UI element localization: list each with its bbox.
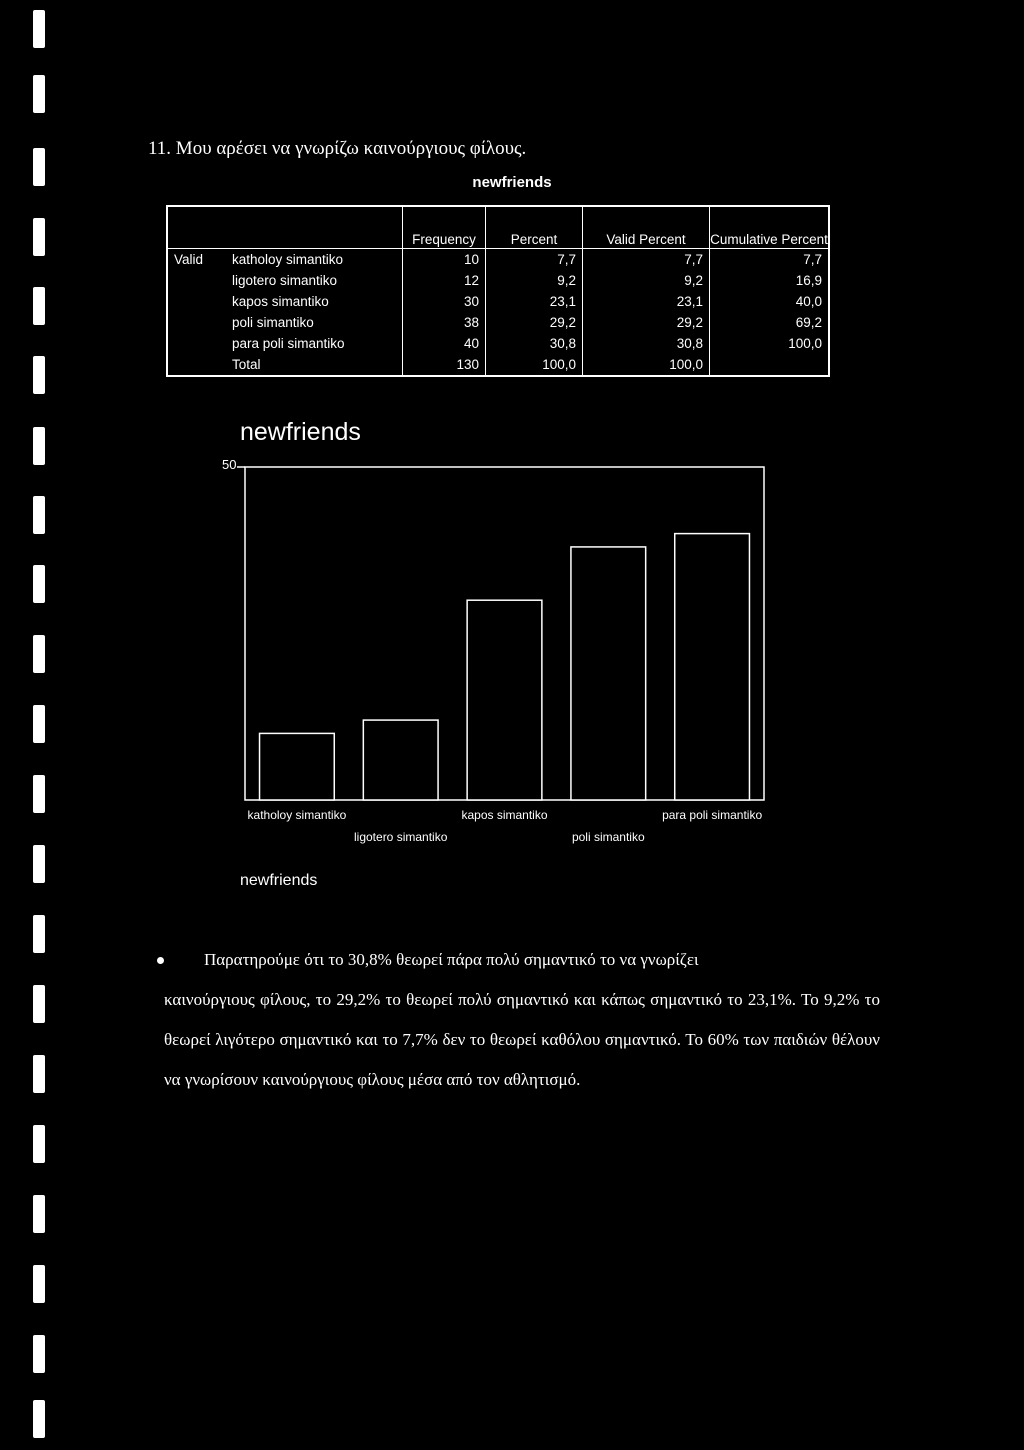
table-row	[167, 333, 829, 354]
row-label: para poli simantiko	[232, 335, 345, 351]
row-group-label: Valid	[174, 251, 204, 267]
scan-edge-mark	[33, 845, 45, 883]
question-heading: 11. Μου αρέσει να γνωρίζω καινούργιους φίλους.	[148, 138, 527, 159]
table-corner	[167, 206, 403, 248]
scan-edge-mark	[33, 775, 45, 813]
row-label: Total	[232, 356, 261, 372]
scan-edge-mark	[33, 705, 45, 743]
row-label: katholoy simantiko	[232, 251, 344, 267]
cell-valid-percent: 30,8	[583, 333, 710, 354]
cell-cumulative: 16,9	[710, 270, 830, 291]
row-label: ligotero simantiko	[232, 272, 338, 288]
plot-frame	[245, 467, 764, 800]
x-tick-label: ligotero simantiko	[354, 830, 448, 844]
cell-valid-percent: 100,0	[583, 354, 710, 376]
cell-cumulative: 7,7	[710, 248, 830, 270]
bar	[363, 720, 438, 800]
scan-edge-mark	[33, 915, 45, 953]
analysis-paragraph	[164, 940, 880, 1100]
table-body	[167, 248, 829, 376]
bar	[467, 600, 542, 800]
scan-edge-mark	[33, 496, 45, 534]
cell-percent: 23,1	[486, 291, 583, 312]
table-row	[167, 312, 829, 333]
table-row	[167, 291, 829, 312]
row-label: poli simantiko	[232, 314, 314, 330]
table-row	[167, 248, 829, 270]
x-axis-caption: newfriends	[240, 872, 318, 889]
row-group-label	[167, 291, 230, 312]
x-tick-label: kapos simantiko	[461, 808, 548, 822]
row-group-label	[167, 333, 230, 354]
cell-frequency: 10	[403, 248, 486, 270]
table-row	[167, 270, 829, 291]
cell-frequency: 130	[403, 354, 486, 376]
cell-cumulative: 69,2	[710, 312, 830, 333]
row-label: kapos simantiko	[232, 293, 329, 309]
cell-frequency: 38	[403, 312, 486, 333]
scan-edge-mark	[33, 1400, 45, 1438]
bar	[260, 733, 335, 800]
x-tick-label: para poli simantiko	[662, 808, 763, 822]
cell-percent: 9,2	[486, 270, 583, 291]
frequency-table	[166, 205, 830, 377]
cell-valid-percent: 29,2	[583, 312, 710, 333]
scan-edge-mark	[33, 1125, 45, 1163]
bullet-icon	[157, 957, 164, 964]
cell-valid-percent: 23,1	[583, 291, 710, 312]
cell-percent: 7,7	[486, 248, 583, 270]
table-header-row	[167, 206, 829, 248]
x-tick-label: poli simantiko	[571, 830, 645, 844]
bar	[571, 547, 646, 800]
header-percent: Percent	[486, 206, 583, 248]
scan-edge-mark	[33, 1055, 45, 1093]
cell-valid-percent: 7,7	[583, 248, 710, 270]
paragraph-rest: καινούργιους φίλους, το 29,2% το θεωρεί πολύ σημαντικό και κάπως σημαντικό το 23,1%. Το 9,2% το θεωρεί λιγότερο σημαντικό και το 7,7% δεν το θεωρεί καθόλου σημαντικό. Το 60% των παιδιών θέλουν να γνωρίσουν καινούργιους φίλους μέσα από τον αθλητισμό.	[164, 990, 880, 1089]
scan-edge-mark	[33, 565, 45, 603]
cell-frequency: 30	[403, 291, 486, 312]
cell-cumulative: 100,0	[710, 333, 830, 354]
scan-edge-mark	[33, 1265, 45, 1303]
scan-edge-mark	[33, 1195, 45, 1233]
cell-frequency: 12	[403, 270, 486, 291]
header-valid-percent: Valid Percent	[583, 206, 710, 248]
table-row	[167, 354, 829, 376]
scan-edge-mark	[33, 985, 45, 1023]
cell-cumulative: 40,0	[710, 291, 830, 312]
chart-title: newfriends	[240, 418, 361, 446]
bar	[675, 534, 750, 800]
scan-edge-mark	[33, 635, 45, 673]
cell-cumulative	[710, 354, 830, 376]
scan-edge-mark	[33, 427, 45, 465]
scan-edge-mark	[33, 10, 45, 48]
cell-percent: 29,2	[486, 312, 583, 333]
row-group-label	[167, 270, 230, 291]
cell-percent: 30,8	[486, 333, 583, 354]
table-title: newfriends	[472, 174, 552, 191]
scan-edge-mark	[33, 356, 45, 394]
header-cumulative-percent: Cumulative Percent	[710, 206, 830, 248]
cell-percent: 100,0	[486, 354, 583, 376]
paragraph-line-1: Παρατηρούμε ότι το 30,8% θεωρεί πάρα πολύ σημαντικό το να γνωρίζει	[204, 950, 699, 969]
scan-edge-mark	[33, 75, 45, 113]
row-group-label	[167, 312, 230, 333]
header-frequency: Frequency	[403, 206, 486, 248]
x-tick-label: katholoy simantiko	[247, 808, 347, 822]
row-group-label	[167, 354, 230, 376]
y-tick-label: 50	[222, 457, 237, 472]
cell-valid-percent: 9,2	[583, 270, 710, 291]
scan-edge-mark	[33, 1335, 45, 1373]
scan-edge-mark	[33, 287, 45, 325]
scan-edge-mark	[33, 218, 45, 256]
cell-frequency: 40	[403, 333, 486, 354]
